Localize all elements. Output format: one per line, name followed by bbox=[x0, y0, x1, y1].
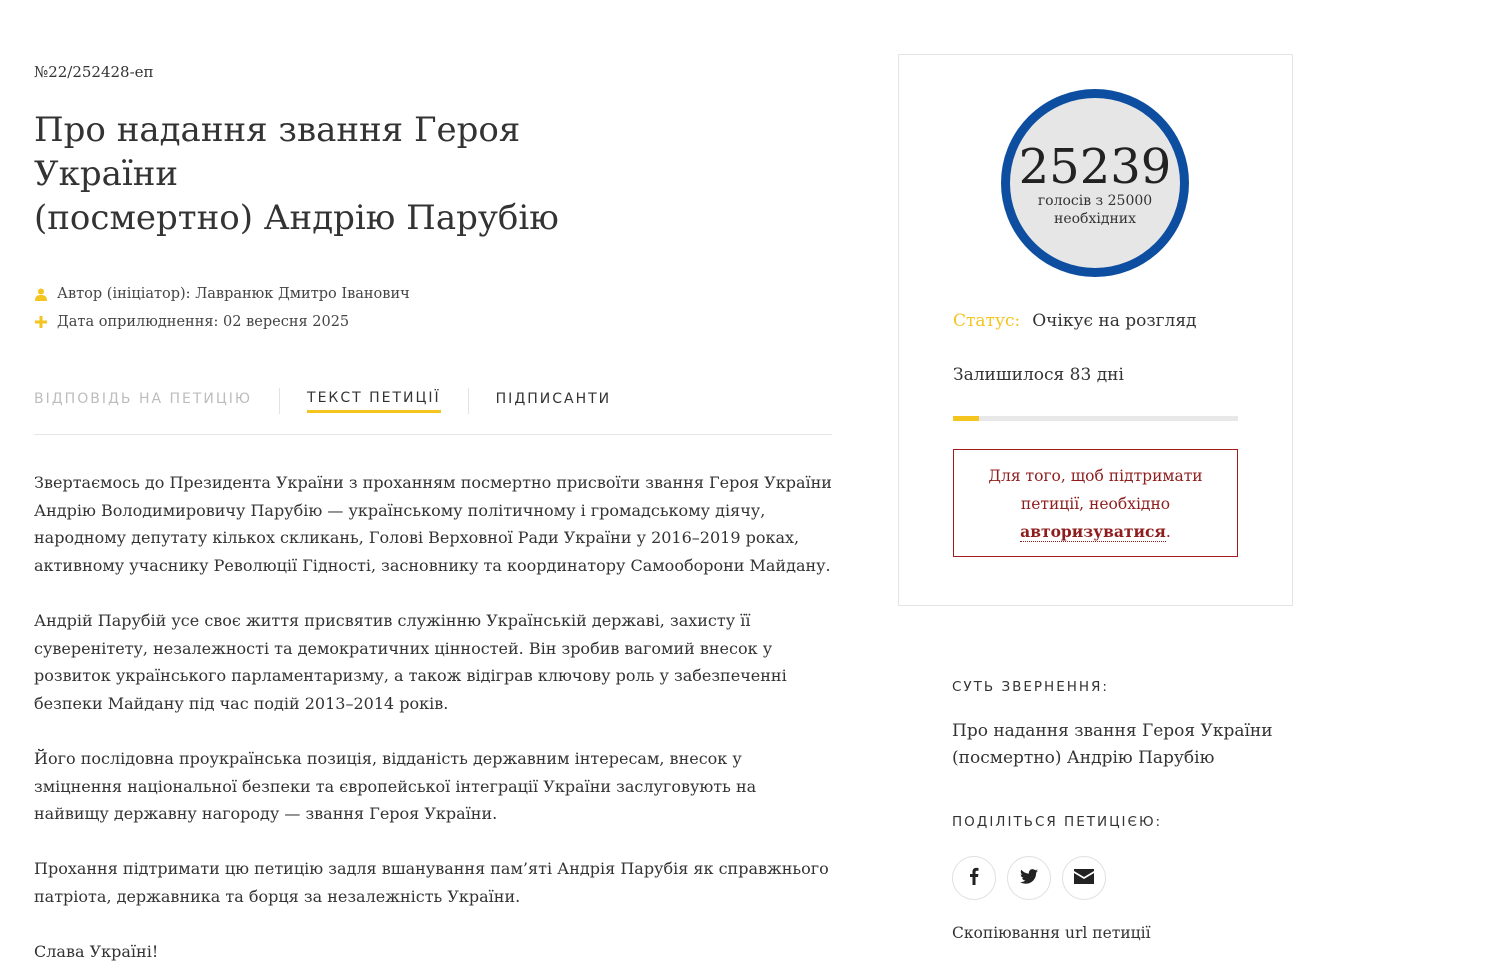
petition-tabs bbox=[34, 378, 832, 435]
auth-suffix: . bbox=[1165, 523, 1171, 541]
progress-bar bbox=[953, 416, 1238, 421]
title-line-1: Про надання звання Героя України bbox=[34, 110, 521, 194]
petition-meta bbox=[34, 280, 832, 336]
login-link[interactable]: авторизуватися bbox=[1020, 522, 1166, 541]
petition-body bbox=[34, 469, 832, 963]
share-label: ПОДІЛІТЬСЯ ПЕТИЦІЄЮ: bbox=[952, 814, 1163, 830]
user-icon bbox=[34, 287, 48, 301]
author-name: Лавранюк Дмитро Іванович bbox=[195, 286, 410, 302]
tab-divider bbox=[279, 388, 280, 414]
twitter-icon bbox=[1020, 869, 1038, 888]
essence-text bbox=[952, 718, 1312, 772]
status-label: Статус: bbox=[953, 311, 1021, 331]
body-paragraph: Андрій Парубій усе своє життя присвятив служінню Українській державі, захисту її суверенітету, незалежності та демократичних цінностей. Він зробив вагомий внесок у розвиток українського парламентаризму, а також відіграв ключову роль у забезпеченні безпеки Майдану під час подій 2013–2014 років. bbox=[34, 610, 787, 713]
page-title bbox=[34, 108, 674, 240]
progress-fill bbox=[953, 416, 979, 421]
auth-notice bbox=[953, 449, 1238, 557]
title-line-2: (посмертно) Андрію Парубію bbox=[34, 198, 559, 238]
share-buttons bbox=[952, 856, 1117, 900]
tab-signatories[interactable]: ПІДПИСАНТИ bbox=[495, 391, 612, 407]
body-paragraph: Слава Україні! bbox=[34, 942, 159, 962]
twitter-share-button[interactable] bbox=[1007, 856, 1051, 900]
copy-url-link[interactable]: Скопіювання url петиції bbox=[952, 924, 1151, 942]
body-paragraph: Звертаємось до Президента України з проханням посмертно присвоїти звання Героя України Андрію Володимировичу Парубію — українському політичному і громадському діячу, народному депутату кількох скликань, Голові Верховної Ради України у 2016–2019 роках, активному учаснику Революції Гідності, засновнику та координатору Самооборони Майдану. bbox=[34, 473, 832, 575]
vote-counter-circle bbox=[1001, 89, 1189, 277]
petition-main bbox=[34, 60, 832, 963]
tab-answer[interactable]: ВІДПОВІДЬ НА ПЕТИЦІЮ bbox=[34, 391, 253, 407]
date-row bbox=[34, 308, 832, 336]
body-paragraph: Його послідовна проукраїнська позиція, відданість державним інтересам, внесок у зміцнення національної безпеки та європейської інтеграції України заслуговують на найвищу державну нагороду — звання Героя України. bbox=[34, 748, 757, 824]
essence-label: СУТЬ ЗВЕРНЕННЯ: bbox=[952, 679, 1109, 695]
essence-line-2: (посмертно) Андрію Парубію bbox=[952, 748, 1215, 768]
days-remaining: Залишилося 83 дні bbox=[953, 365, 1124, 385]
date-label: Дата оприлюднення: bbox=[57, 314, 219, 330]
date-value: 02 вересня 2025 bbox=[223, 314, 350, 330]
essence-line-1: Про надання звання Героя України bbox=[952, 721, 1273, 741]
auth-text-1: Для того, щоб підтримати bbox=[988, 467, 1203, 485]
vote-count-sub-2: необхідних bbox=[1053, 211, 1137, 227]
status-row bbox=[953, 311, 1197, 331]
envelope-icon bbox=[1074, 869, 1094, 888]
tab-divider bbox=[468, 388, 469, 414]
plus-icon bbox=[34, 315, 48, 329]
vote-card bbox=[898, 54, 1293, 606]
status-value: Очікує на розгляд bbox=[1032, 311, 1197, 331]
author-label: Автор (ініціатор): bbox=[57, 286, 191, 302]
petition-number: №22/252428-еп bbox=[34, 63, 154, 81]
facebook-share-button[interactable] bbox=[952, 856, 996, 900]
vote-count: 25239 bbox=[1018, 139, 1172, 195]
vote-count-sub-1: голосів з 25000 bbox=[1037, 193, 1153, 209]
author-row bbox=[34, 280, 832, 308]
tab-petition-text[interactable]: ТЕКСТ ПЕТИЦІЇ bbox=[307, 390, 441, 413]
email-share-button[interactable] bbox=[1062, 856, 1106, 900]
facebook-icon bbox=[969, 867, 979, 889]
body-paragraph: Прохання підтримати цю петицію задля вшанування пам’яті Андрія Парубія як справжнього патріота, державника та борця за незалежність України. bbox=[34, 859, 829, 906]
auth-text-2: петиції, необхідно bbox=[1020, 495, 1171, 513]
